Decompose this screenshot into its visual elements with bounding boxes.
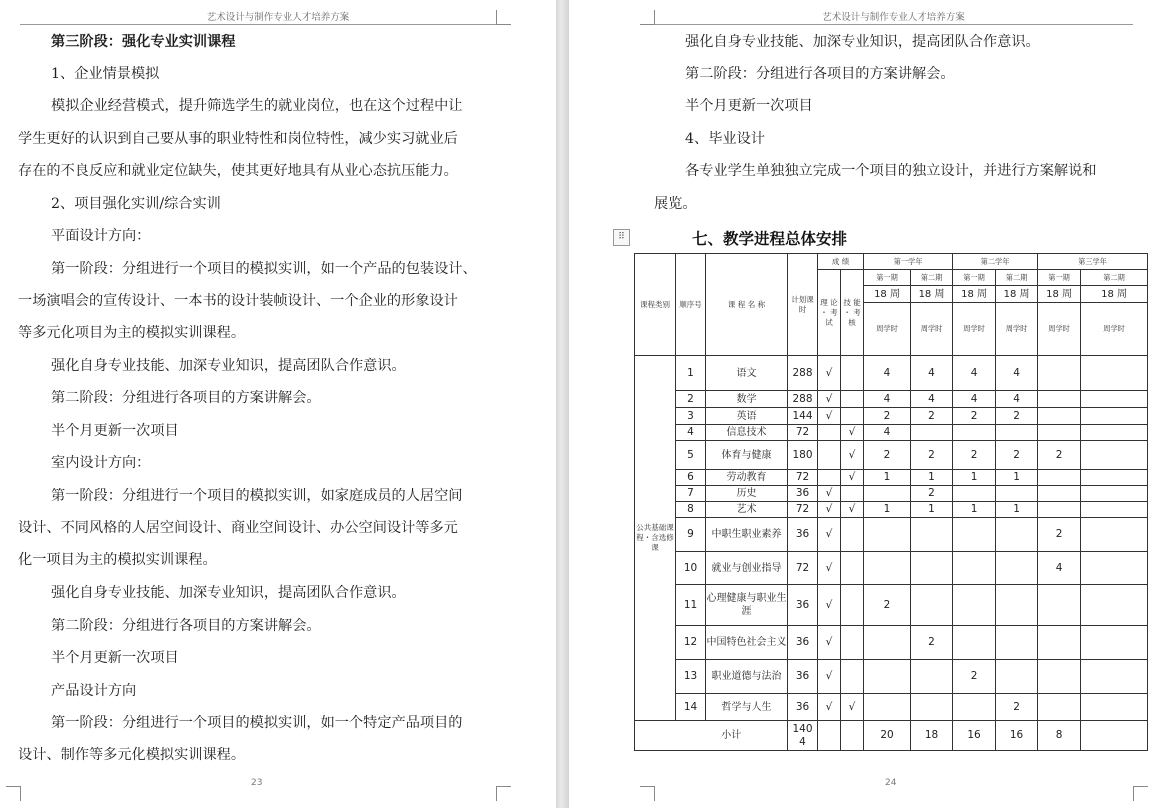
hours-cell: 36 [788,660,818,694]
header-weeks: 18 周 [864,286,911,303]
theory-exam-cell [818,425,841,441]
theory-exam-cell: √ [818,660,841,694]
week-hours-cell [1081,660,1148,694]
header-week-hours: 周学时 [1038,303,1081,356]
hours-cell: 36 [788,518,818,552]
paragraph: 第二阶段：分组进行各项目的方案讲解会。 [685,66,955,82]
week-hours-cell [864,552,911,585]
paragraph: 1、企业情景模拟 [51,66,160,82]
week-hours-cell [1038,502,1081,518]
header-weeks: 18 周 [953,286,996,303]
seq-cell: 2 [676,391,706,408]
week-hours-cell: 4 [1038,552,1081,585]
paragraph: 半个月更新一次项目 [685,98,813,114]
hours-cell: 144 [788,408,818,425]
skill-exam-cell [841,585,864,626]
week-hours-cell: 2 [911,626,953,660]
crop-mark [640,10,655,25]
page-number: 23 [251,778,263,788]
seq-cell: 3 [676,408,706,425]
week-hours-cell [953,552,996,585]
header-term: 第一期 [864,270,911,286]
hours-cell: 288 [788,391,818,408]
subtotal-row [635,721,1148,751]
theory-exam-cell: √ [818,502,841,518]
seq-cell: 1 [676,356,706,391]
week-hours-cell [1081,626,1148,660]
paragraph: 强化自身专业技能、加深专业知识，提高团队合作意识。 [685,34,1040,50]
seq-cell: 11 [676,585,706,626]
table-row [635,626,1148,660]
skill-exam-cell: √ [841,470,864,486]
subtotal-hours: 1404 [788,721,818,751]
header-term: 第一期 [1038,270,1081,286]
paragraph: 平面设计方向： [51,228,151,244]
paragraph: 强化自身专业技能、加深专业知识，提高团队合作意识。 [51,585,406,601]
crop-mark [640,786,655,801]
week-hours-cell [1038,391,1081,408]
subtotal-week-hours: 18 [911,721,953,751]
week-hours-cell [996,425,1038,441]
subtotal-week-hours: 16 [996,721,1038,751]
hours-cell: 36 [788,486,818,502]
skill-exam-cell [841,486,864,502]
course-name-cell: 艺术 [706,502,788,518]
paragraph: 2、项目强化实训/综合实训 [51,196,221,212]
week-hours-cell: 4 [996,391,1038,408]
theory-exam-cell: √ [818,356,841,391]
theory-exam-cell: √ [818,694,841,721]
header-seq: 顺序号 [676,254,706,356]
subtotal-week-hours: 8 [1038,721,1081,751]
week-hours-cell: 2 [996,694,1038,721]
header-weeks: 18 周 [911,286,953,303]
week-hours-cell: 2 [911,408,953,425]
week-hours-cell: 1 [864,502,911,518]
week-hours-cell [1038,626,1081,660]
table-row [635,441,1148,470]
course-name-cell: 劳动教育 [706,470,788,486]
week-hours-cell [1038,660,1081,694]
course-name-cell: 数学 [706,391,788,408]
hours-cell: 36 [788,585,818,626]
crop-mark [6,786,21,801]
paragraph: 室内设计方向： [51,455,151,471]
week-hours-cell: 2 [996,408,1038,425]
week-hours-cell: 4 [953,356,996,391]
paragraph: 学生更好的认识到自己要从事的职业特性和岗位特性，减少实习就业后 [18,131,458,147]
theory-exam-cell: √ [818,408,841,425]
paragraph: 第三阶段：强化专业实训课程 [51,34,236,50]
theory-exam-cell: √ [818,518,841,552]
week-hours-cell: 4 [911,356,953,391]
teaching-schedule-table [634,253,1148,751]
course-name-cell: 英语 [706,408,788,425]
table-row [635,552,1148,585]
week-hours-cell [1081,502,1148,518]
week-hours-cell [911,552,953,585]
week-hours-cell: 1 [996,470,1038,486]
header-term: 第二期 [996,270,1038,286]
skill-exam-cell [841,408,864,425]
hours-cell: 72 [788,552,818,585]
week-hours-cell [996,552,1038,585]
header-weeks: 18 周 [1081,286,1148,303]
seq-cell: 7 [676,486,706,502]
header-week-hours: 周学时 [1081,303,1148,356]
week-hours-cell: 2 [911,441,953,470]
header-term: 第二期 [1081,270,1148,286]
skill-exam-cell [841,626,864,660]
course-name-cell: 中职生职业素养 [706,518,788,552]
week-hours-cell [996,585,1038,626]
week-hours-cell: 1 [911,502,953,518]
page-header: 艺术设计与制作专业人才培养方案 [822,12,965,23]
course-name-cell: 信息技术 [706,425,788,441]
header-grade: 成 绩 [818,254,864,270]
page-header: 艺术设计与制作专业人才培养方案 [206,12,350,23]
week-hours-cell [1081,585,1148,626]
header-week-hours: 周学时 [864,303,911,356]
course-name-cell: 心理健康与职业生涯 [706,585,788,626]
hours-cell: 36 [788,694,818,721]
paragraph: 各专业学生单独独立完成一个项目的独立设计，并进行方案解说和 [685,163,1097,179]
theory-exam-cell: √ [818,585,841,626]
header-week-hours: 周学时 [996,303,1038,356]
week-hours-cell [1081,425,1148,441]
table-row [635,486,1148,502]
seq-cell: 5 [676,441,706,470]
week-hours-cell: 2 [1038,441,1081,470]
paragraph: 模拟企业经营模式，提升筛选学生的就业岗位，也在这个过程中让 [51,98,463,114]
skill-exam-cell: √ [841,694,864,721]
week-hours-cell [1081,470,1148,486]
course-name-cell: 历史 [706,486,788,502]
week-hours-cell: 2 [996,441,1038,470]
crop-mark [496,786,511,801]
skill-exam-cell: √ [841,502,864,518]
paragraph: 存在的不良反应和就业定位缺失，使其更好地具有从业心态抗压能力。 [18,163,458,179]
week-hours-cell: 2 [864,441,911,470]
crop-mark [1133,786,1148,801]
header-year-1: 第一学年 [864,254,953,270]
header-week-hours: 周学时 [911,303,953,356]
table-row [635,518,1148,552]
paragraph: 展览。 [654,196,697,212]
week-hours-cell: 2 [953,408,996,425]
paragraph: 等多元化项目为主的模拟实训课程。 [18,325,246,341]
hours-cell: 72 [788,502,818,518]
header-term: 第二期 [911,270,953,286]
crop-mark [496,10,511,25]
week-hours-cell [1081,518,1148,552]
hours-cell: 180 [788,441,818,470]
skill-exam-cell: √ [841,441,864,470]
hours-cell: 72 [788,425,818,441]
week-hours-cell: 4 [864,391,911,408]
week-hours-cell [996,486,1038,502]
seq-cell: 12 [676,626,706,660]
seq-cell: 4 [676,425,706,441]
week-hours-cell: 2 [864,408,911,425]
subtotal-spacer [635,721,676,751]
theory-exam-cell: √ [818,552,841,585]
header-weeks: 18 周 [996,286,1038,303]
header-hours: 计划课时 [788,254,818,356]
course-name-cell: 就业与创业指导 [706,552,788,585]
paragraph: 强化自身专业技能、加深专业知识，提高团队合作意识。 [51,358,406,374]
week-hours-cell [1038,408,1081,425]
category-cell: 公共基础课程・含选修课 [635,356,676,721]
week-hours-cell [953,626,996,660]
header-category: 课程类别 [635,254,676,356]
header-theory-exam: 理 论 ・ 考 试 [818,270,841,356]
hours-cell: 72 [788,470,818,486]
skill-exam-cell [841,552,864,585]
header-term: 第一期 [953,270,996,286]
week-hours-cell [1081,552,1148,585]
paragraph: 产品设计方向 [51,683,137,699]
week-hours-cell [864,626,911,660]
paragraph: 4、毕业设计 [685,131,765,147]
subtotal-week-hours [1081,721,1148,751]
table-row [635,585,1148,626]
week-hours-cell: 1 [996,502,1038,518]
week-hours-cell: 1 [953,502,996,518]
hours-cell: 288 [788,356,818,391]
week-hours-cell: 2 [1038,518,1081,552]
table-row [635,391,1148,408]
week-hours-cell: 1 [953,470,996,486]
course-name-cell: 体育与健康 [706,441,788,470]
subtotal-label: 小计 [676,721,788,751]
header-year-3: 第三学年 [1038,254,1148,270]
subtotal-week-hours: 20 [864,721,911,751]
week-hours-cell [1081,441,1148,470]
week-hours-cell: 4 [953,391,996,408]
header-skill-exam: 技 能 ・ 考 核 [841,270,864,356]
paragraph: 化一项目为主的模拟实训课程。 [18,552,217,568]
paragraph: 设计、制作等多元化模拟实训课程。 [18,747,246,763]
week-hours-cell [1038,486,1081,502]
theory-exam-cell: √ [818,486,841,502]
skill-exam-cell: √ [841,425,864,441]
week-hours-cell [953,486,996,502]
week-hours-cell [864,518,911,552]
week-hours-cell: 4 [996,356,1038,391]
week-hours-cell: 4 [911,391,953,408]
table-header-row [635,254,1148,270]
page-gutter [556,0,569,808]
week-hours-cell: 2 [953,660,996,694]
page-number: 24 [885,778,897,788]
seq-cell: 6 [676,470,706,486]
week-hours-cell [1081,391,1148,408]
paragraph: 第一阶段：分组进行一个项目的模拟实训，如家庭成员的人居空间 [51,488,463,504]
week-hours-cell [911,660,953,694]
table-row [635,356,1148,391]
week-hours-cell [1038,425,1081,441]
week-hours-cell [864,694,911,721]
table-row [635,470,1148,486]
week-hours-cell [996,518,1038,552]
theory-exam-cell [818,441,841,470]
section-title: 七、教学进程总体安排 [692,229,848,248]
week-hours-cell [953,425,996,441]
week-hours-cell: 4 [864,356,911,391]
week-hours-cell [953,694,996,721]
header-week-hours: 周学时 [953,303,996,356]
header-rule [20,24,496,25]
course-name-cell: 哲学与人生 [706,694,788,721]
table-move-handle-icon[interactable]: ⠿ [613,229,630,246]
week-hours-cell [1081,486,1148,502]
header-rule [654,24,1133,25]
week-hours-cell [911,585,953,626]
header-name: 课 程 名 称 [706,254,788,356]
week-hours-cell [996,626,1038,660]
course-name-cell: 职业道德与法治 [706,660,788,694]
table-row [635,425,1148,441]
week-hours-cell [1038,470,1081,486]
week-hours-cell [1081,356,1148,391]
week-hours-cell [864,486,911,502]
week-hours-cell [1038,356,1081,391]
week-hours-cell: 1 [864,470,911,486]
week-hours-cell: 1 [911,470,953,486]
week-hours-cell [1038,694,1081,721]
theory-exam-cell: √ [818,391,841,408]
paragraph: 设计、不同风格的人居空间设计、商业空间设计、办公空间设计等多元 [18,520,458,536]
paragraph: 第二阶段：分组进行各项目的方案讲解会。 [51,618,321,634]
paragraph: 第一阶段：分组进行一个项目的模拟实训，如一个产品的包装设计、 [51,261,477,277]
theory-exam-cell [818,470,841,486]
seq-cell: 8 [676,502,706,518]
week-hours-cell [1038,585,1081,626]
subtotal-theory [818,721,841,751]
hours-cell: 36 [788,626,818,660]
week-hours-cell: 2 [953,441,996,470]
paragraph: 第二阶段：分组进行各项目的方案讲解会。 [51,390,321,406]
subtotal-skill [841,721,864,751]
seq-cell: 14 [676,694,706,721]
table-row [635,694,1148,721]
table-row [635,660,1148,694]
seq-cell: 9 [676,518,706,552]
paragraph: 半个月更新一次项目 [51,650,179,666]
skill-exam-cell [841,518,864,552]
table-row [635,408,1148,425]
week-hours-cell [911,694,953,721]
paragraph: 一场演唱会的宣传设计、一本书的设计装帧设计、一个企业的形象设计 [18,293,458,309]
skill-exam-cell [841,356,864,391]
week-hours-cell [911,518,953,552]
week-hours-cell [996,660,1038,694]
course-name-cell: 中国特色社会主义 [706,626,788,660]
skill-exam-cell [841,660,864,694]
week-hours-cell [953,585,996,626]
week-hours-cell [911,425,953,441]
week-hours-cell: 2 [864,585,911,626]
subtotal-week-hours: 16 [953,721,996,751]
theory-exam-cell: √ [818,626,841,660]
week-hours-cell [1081,408,1148,425]
paragraph: 第一阶段：分组进行一个项目的模拟实训，如一个特定产品项目的 [51,715,463,731]
week-hours-cell [864,660,911,694]
table-row [635,502,1148,518]
week-hours-cell: 2 [911,486,953,502]
week-hours-cell [1081,694,1148,721]
header-weeks: 18 周 [1038,286,1081,303]
seq-cell: 13 [676,660,706,694]
seq-cell: 10 [676,552,706,585]
header-year-2: 第二学年 [953,254,1038,270]
course-name-cell: 语文 [706,356,788,391]
skill-exam-cell [841,391,864,408]
week-hours-cell: 4 [864,425,911,441]
paragraph: 半个月更新一次项目 [51,423,179,439]
document-page-left [0,0,556,808]
week-hours-cell [953,518,996,552]
